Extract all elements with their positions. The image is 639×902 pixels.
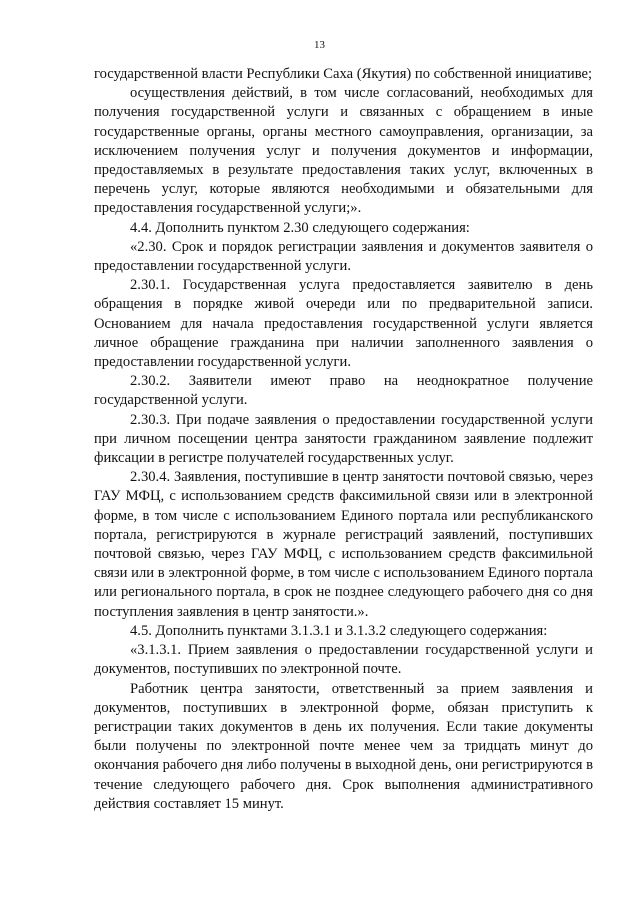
paragraph: «3.1.3.1. Прием заявления о предоставлении государственной услуги и документов, поступивших по электронной почте. [94,642,593,678]
paragraph: 4.4. Дополнить пунктом 2.30 следующего содержания: [130,219,470,236]
paragraph: 4.5. Дополнить пунктами 3.1.3.1 и 3.1.3.2 следующего содержания: [130,622,548,639]
document-body [94,65,593,814]
paragraph: Работник центра занятости, ответственный за прием заявления и документов, поступивших в электронной форме, обязан приступить к регистрации таких документов в день их получения. Если такие документы были получены по электронной почте менее чем за тридцать минут до окончания рабочего дня либо получены в выходной день, они регистрируются в течение следующего рабочего дня. Срок выполнения административного действия составляет 15 минут. [94,680,593,812]
paragraph: 2.30.4. Заявления, поступившие в центр занятости почтовой связью, через ГАУ МФЦ, с использованием средств факсимильной связи или в электронной форме, в том числе с использованием Единого портала или республиканского портала, регистрируются в журнале регистраций заявлений, поступивших почтовой связью, через ГАУ МФЦ, с использованием средств факсимильной связи или в электронной форме, в том числе с использованием Единого портала или регионального портала, в срок не позднее следующего рабочего дня со дня поступления заявления в центр занятости.». [94,469,593,620]
page-number: 13 [314,39,325,51]
paragraph: осуществления действий, в том числе согласований, необходимых для получения государственной услуги и связанных с обращением в иные государственные органы, органы местного самоуправления, организации, за исключением получения услуг и получения документов и информации, предоставляемых в результате предоставления таких услуг, включенных в перечень услуг, которые являются необходимыми и обязательными для предоставления государственной услуги;». [94,85,593,217]
paragraph: 2.30.2. Заявители имеют право на неоднократное получение государственной услуги. [94,373,593,409]
paragraph: «2.30. Срок и порядок регистрации заявления и документов заявителя о предоставлении государственной услуги. [94,238,593,275]
paragraph: 2.30.3. При подаче заявления о предоставлении государственной услуги при личном посещении центра занятости гражданином заявление подлежит фиксации в регистре получателей государственных услуг. [94,411,593,467]
paragraph: государственной власти Республики Саха (Якутия) по собственной инициативе; [94,66,593,82]
paragraph: 2.30.1. Государственная услуга предоставляется заявителю в день обращения в порядке живой очереди или по предварительной записи. Основанием для начала предоставления государственной услуги является личное обращение гражданина при наличии заполненного заявления о предоставлении государственной услуги. [94,277,593,371]
